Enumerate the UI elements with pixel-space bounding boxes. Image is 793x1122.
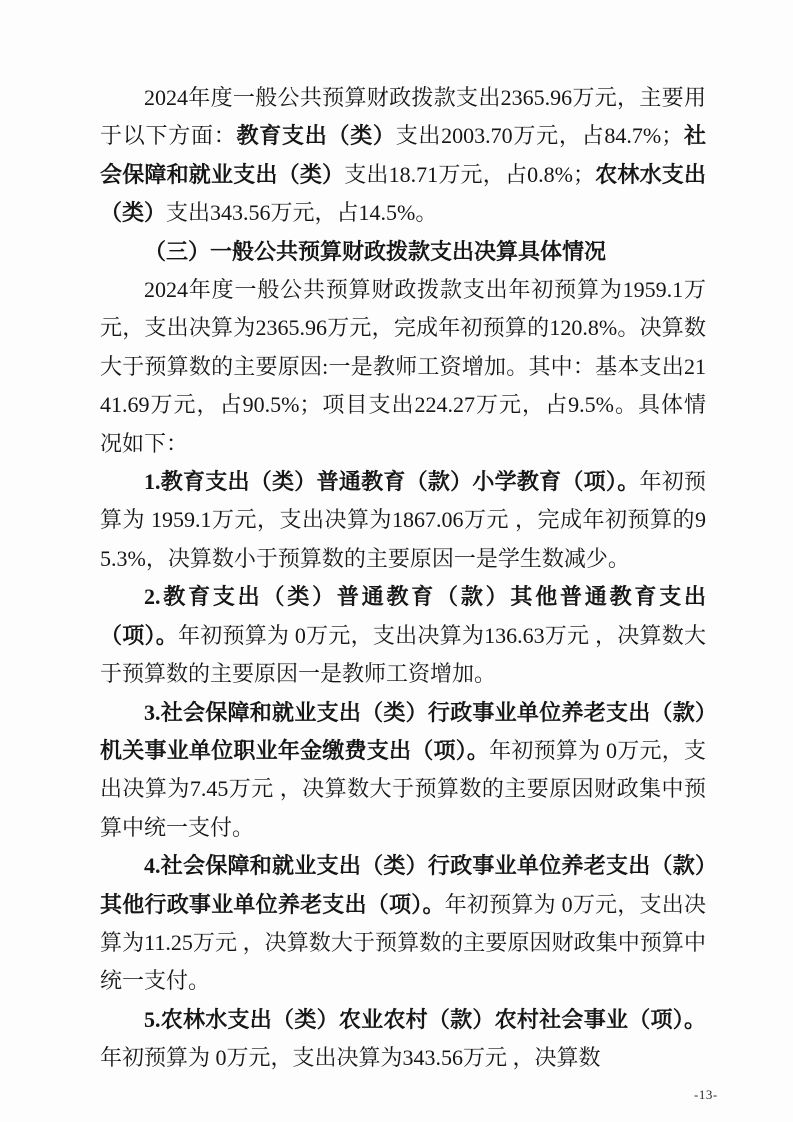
para-budget-summary bbox=[100, 271, 706, 463]
bold-text-run: （三）一般公共预算财政拨款支出决算具体情况 bbox=[144, 238, 607, 264]
bold-text-run: 1.教育支出（类）普通教育（款）小学教育（项）。 bbox=[144, 469, 640, 495]
text-run: 年初预算为 0万元，支出决算为343.56万元 ，决算数 bbox=[100, 1045, 601, 1071]
item-4-other-pension-expenditure bbox=[100, 847, 706, 1001]
text-run: 支出18.71万元，占0.8%； bbox=[344, 161, 595, 187]
heading-section-three bbox=[100, 233, 706, 271]
text-run: 年初预算为 1959.1万元，支出决算为1867.06万元 ，完成年初预算的95.3%，决算数小于预算数的主要原因一是学生数减少。 bbox=[100, 469, 706, 571]
text-run: 2024年度一般公共预算财政拨款支出年初预算为1959.1万元，支出决算为2365.96万元，完成年初预算的120.8%。决算数大于预算数的主要原因:一是教师工资增加。其中：基本支出2141.69万元，占90.5%；项目支出224.27万元，占9.5%。具体情况如下： bbox=[100, 277, 706, 456]
bold-text-run: 5.农林水支出（类）农业农村（款）农村社会事业（项）。 bbox=[144, 1006, 706, 1032]
text-run: 支出343.56万元，占14.5%。 bbox=[166, 200, 438, 226]
text-run: 年初预算为 0万元，支出决算为7.45万元 ，决算数大于预算数的主要原因财政集中预算中统一支付。 bbox=[100, 737, 706, 840]
page-number: -13- bbox=[694, 1087, 718, 1102]
bold-text-run: 社会保障和就业支出（类） bbox=[100, 123, 706, 187]
bold-text-run: 4.社会保障和就业支出（类）行政事业单位养老支出（款）其他行政事业单位养老支出（项）。 bbox=[100, 853, 706, 917]
text-run: 年初预算为 0万元，支出决算为11.25万元 ，决算数大于预算数的主要原因财政集中预算中统一支付。 bbox=[100, 891, 706, 994]
text-run: 年初预算为 0万元，支出决算为136.63万元 ，决算数大于预算数的主要原因一是教师工资增加。 bbox=[100, 622, 706, 687]
bold-text-run: 2.教育支出（类）普通教育（款）其他普通教育支出（项）。 bbox=[100, 584, 706, 648]
bold-text-run: 农林水支出（类） bbox=[100, 161, 706, 226]
document-body bbox=[100, 79, 706, 1078]
text-run: 支出2003.70万元，占84.7%； bbox=[395, 123, 684, 149]
item-3-annuity-contribution bbox=[100, 694, 706, 848]
item-2-other-general-education bbox=[100, 578, 706, 693]
bold-text-run: 教育支出（类） bbox=[236, 123, 396, 149]
item-5-rural-social-programs bbox=[100, 1001, 706, 1078]
text-run: 2024年度一般公共预算财政拨款支出2365.96万元，主要用于以下方面： bbox=[100, 85, 706, 149]
item-1-primary-education bbox=[100, 463, 706, 578]
para-expenditure-overview bbox=[100, 79, 706, 233]
bold-text-run: 3.社会保障和就业支出（类）行政事业单位养老支出（款）机关事业单位职业年金缴费支出（项）。 bbox=[100, 699, 706, 763]
